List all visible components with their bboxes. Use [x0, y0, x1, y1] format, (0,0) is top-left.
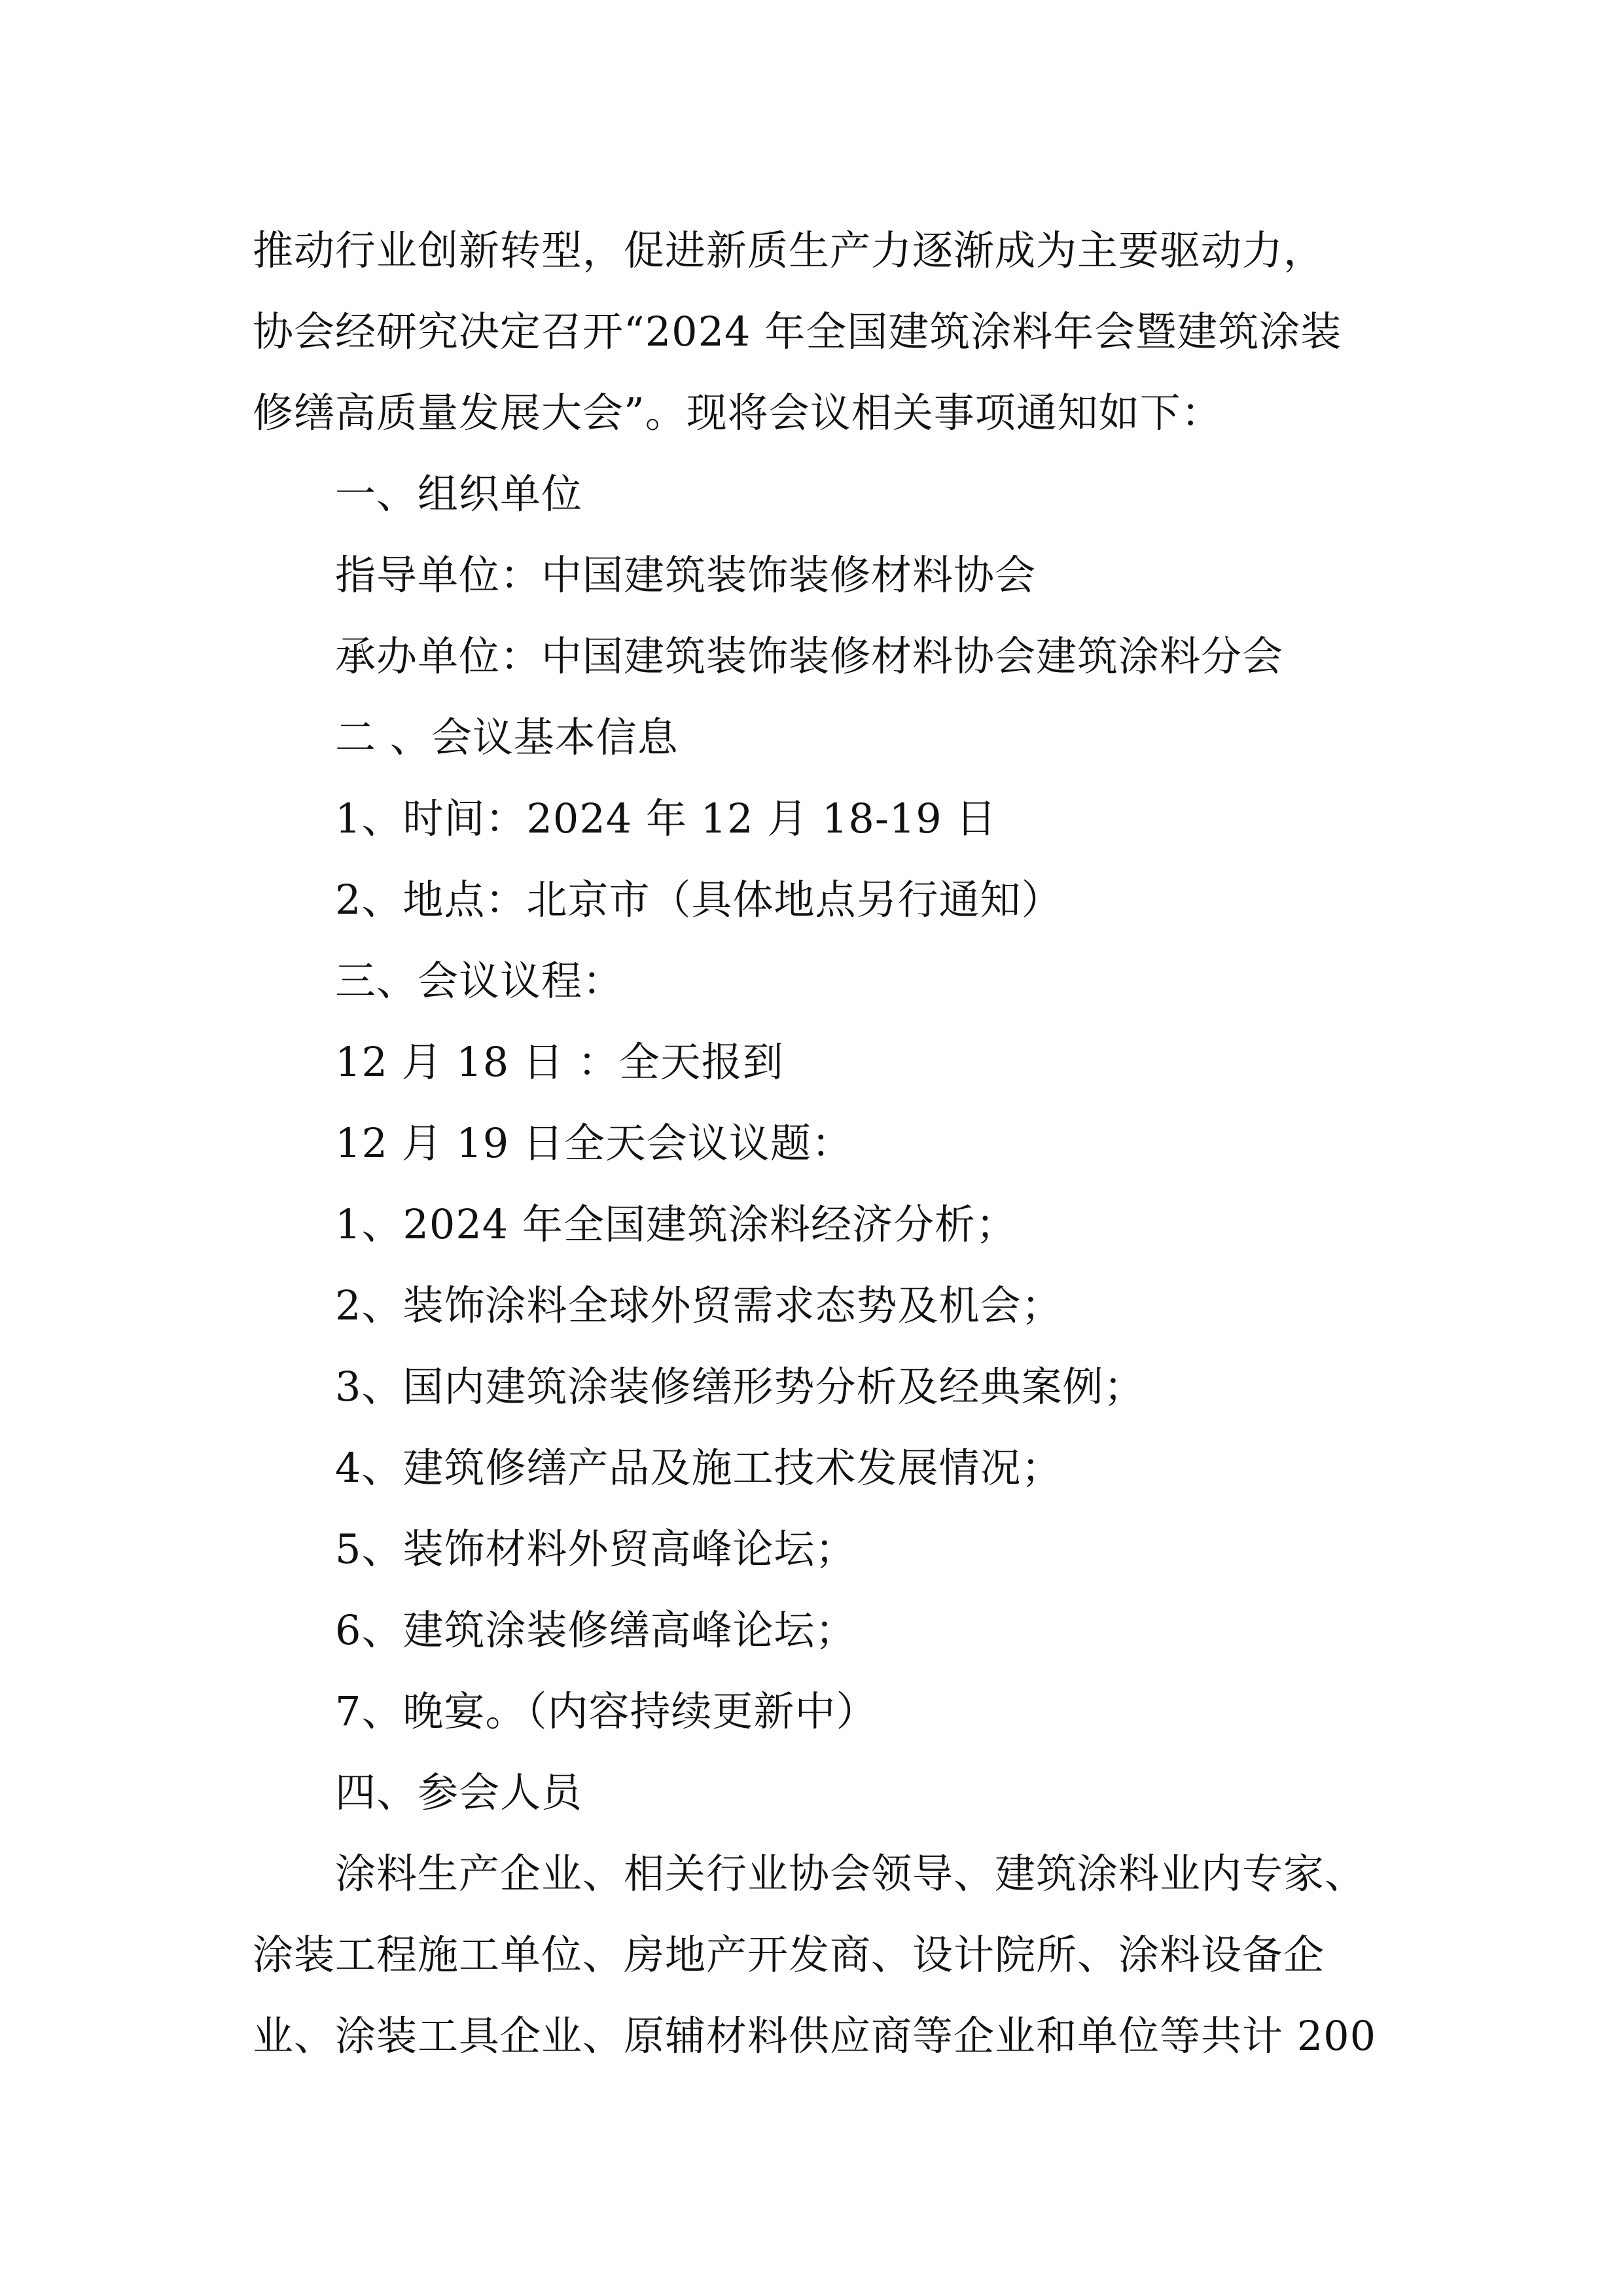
- attendees-line-3: 业、涂装工具企业、原辅材料供应商等企业和单位等共计 200: [253, 2012, 1377, 2060]
- meeting-place: 2、地点：北京市（具体地点另行通知）: [335, 876, 1063, 924]
- agenda-topic: 5、装饰材料外贸高峰论坛；: [335, 1525, 857, 1573]
- section-heading-attendees: 四、参会人员: [335, 1768, 583, 1816]
- agenda-topic: 4、建筑修缮产品及施工技术发展情况；: [335, 1444, 1063, 1492]
- agenda-topic: 7、晚宴。（内容持续更新中）: [335, 1687, 878, 1735]
- section-heading-organizers: 一、组织单位: [335, 470, 583, 518]
- guide-unit: 指导单位：中国建筑装饰装修材料协会: [335, 551, 1037, 599]
- agenda-topic: 3、国内建筑涂装修缮形势分析及经典案例；: [335, 1363, 1145, 1410]
- agenda-day-2: 12 月 19 日全天会议议题：: [335, 1119, 853, 1167]
- agenda-day-1: 12 月 18 日 ：全天报到: [335, 1038, 784, 1086]
- meeting-time: 1、时间：2024 年 12 月 18-19 日: [335, 795, 997, 842]
- attendees-line-1: 涂料生产企业、相关行业协会领导、建筑涂料业内专家、: [335, 1850, 1366, 1897]
- agenda-topic: 1、2024 年全国建筑涂料经济分析；: [335, 1200, 1017, 1248]
- section-heading-basic-info: 二 、会议基本信息: [335, 713, 679, 761]
- intro-line-1: 推动行业创新转型，促进新质生产力逐渐成为主要驱动力，: [253, 226, 1325, 274]
- intro-line-3: 修缮高质量发展大会”。现将会议相关事项通知如下：: [253, 389, 1222, 437]
- attendees-line-2: 涂装工程施工单位、房地产开发商、设计院所、涂料设备企: [253, 1931, 1325, 1979]
- host-unit: 承办单位：中国建筑装饰装修材料协会建筑涂料分会: [335, 632, 1284, 680]
- section-heading-agenda: 三、会议议程：: [335, 957, 624, 1005]
- intro-line-2: 协会经研究决定召开“2024 年全国建筑涂料年会暨建筑涂装: [253, 308, 1342, 355]
- agenda-topic: 6、建筑涂装修缮高峰论坛；: [335, 1606, 857, 1654]
- agenda-topic: 2、装饰涂料全球外贸需求态势及机会；: [335, 1282, 1063, 1329]
